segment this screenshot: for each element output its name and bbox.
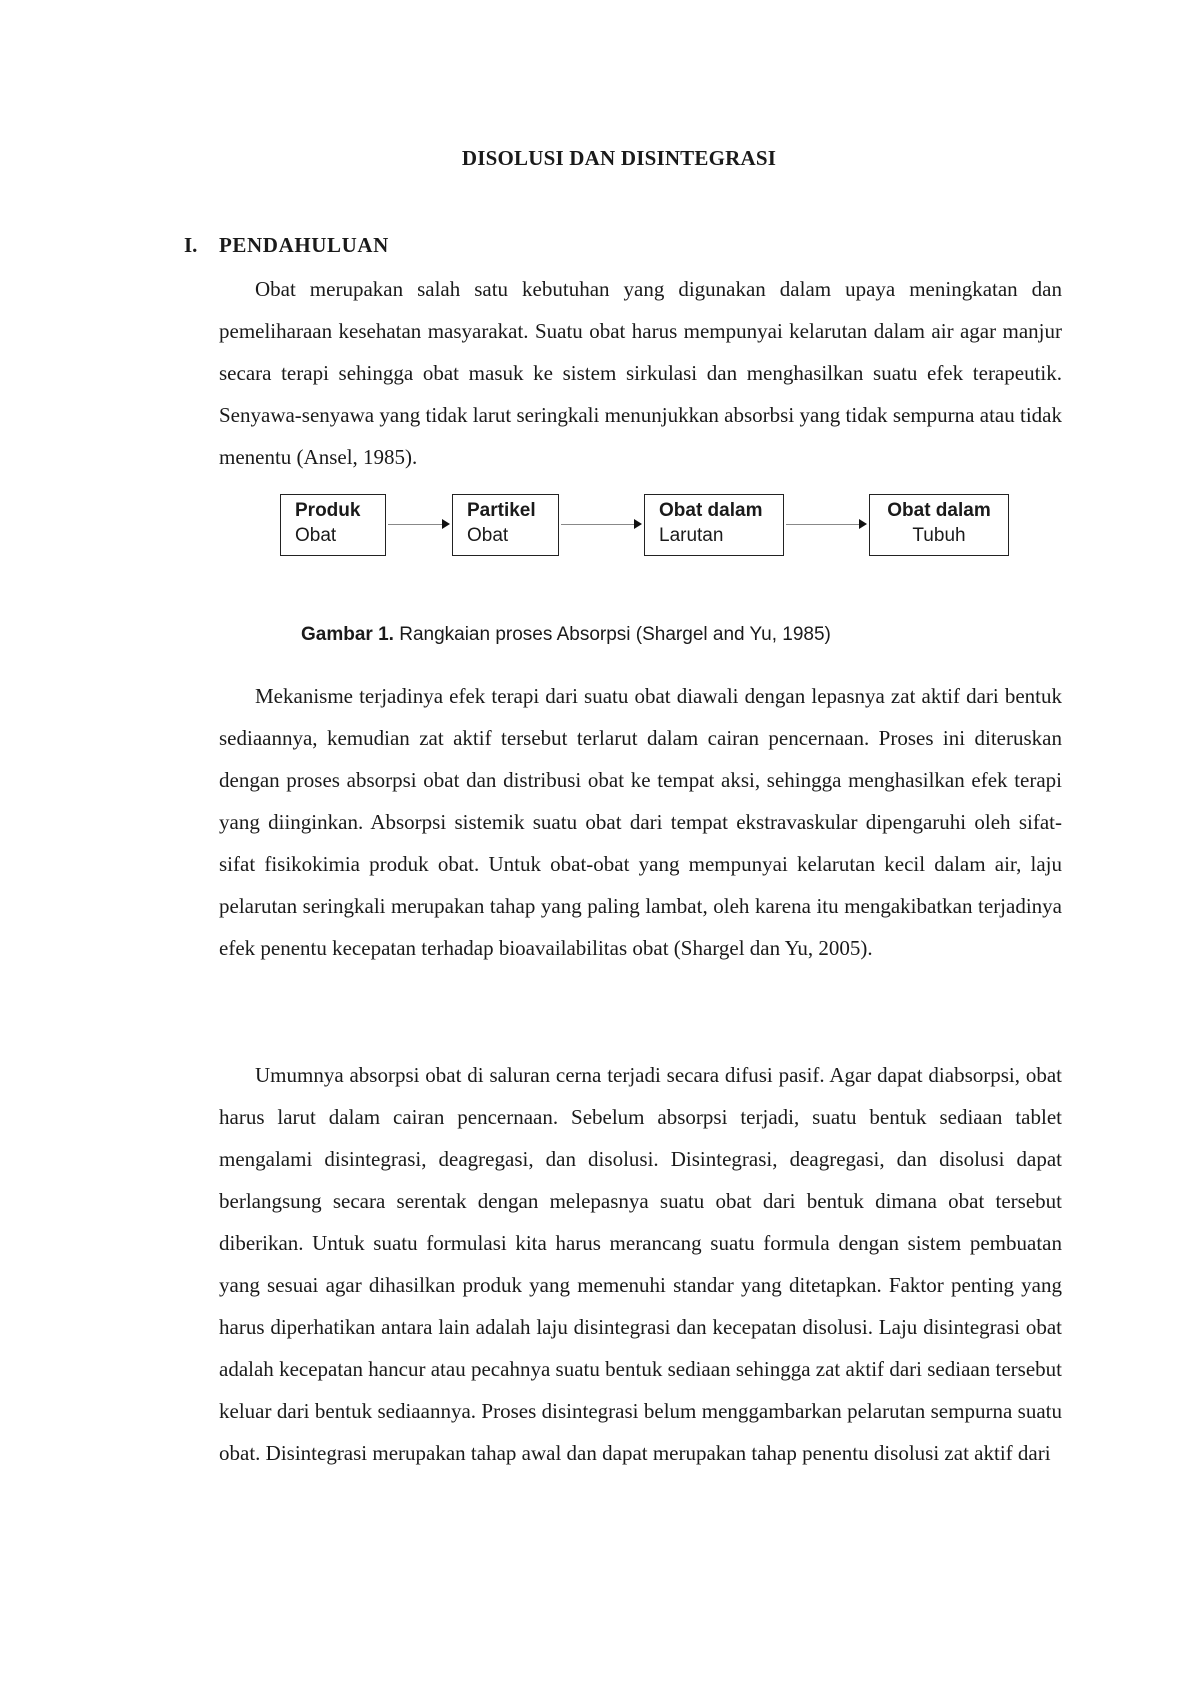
diagram-box-title: Produk [295,500,361,521]
arrow-right-icon [786,524,865,525]
paragraph-1: Obat merupakan salah satu kebutuhan yang digunakan dalam upaya meningkatan dan pemeliharaan kesehatan masyarakat. Suatu obat harus mempunyai kelarutan dalam air agar manjur secara terapi sehingga obat masuk ke sistem sirkulasi dan menghasilkan suatu efek terapeutik. Senyawa-senyawa yang tidak larut seringkali menunjukkan absorbsi yang tidak sempurna atau tidak menentu (Ansel, 1985). [219,277,1062,469]
diagram-box-subtitle: Tubuh [912,525,966,546]
diagram-box-subtitle: Obat [467,525,509,546]
paragraph-3: Umumnya absorpsi obat di saluran cerna terjadi secara difusi pasif. Agar dapat diabsorpsi, obat harus larut dalam cairan pencernaan. Sebelum absorpsi terjadi, suatu bentuk sediaan tablet mengalami disintegrasi, deagregasi, dan disolusi. Disintegrasi, deagregasi, dan disolusi dapat berlangsung secara serentak dengan melepasnya suatu obat dari bentuk dimana obat tersebut diberikan. Untuk suatu formulasi kita harus merancang suatu formula dengan sistem pembuatan yang sesuai agar dihasilkan produk yang memenuhi standar yang ditetapkan. Faktor penting yang harus diperhatikan antara lain adalah laju disintegrasi dan kecepatan disolusi. Laju disintegrasi obat adalah kecepatan hancur atau pecahnya suatu bentuk sediaan sehingga zat aktif dari sediaan tersebut keluar dari bentuk sediaannya. Proses disintegrasi belum menggambarkan pelarutan sempurna suatu obat. Disintegrasi merupakan tahap awal dan dapat merupakan tahap penentu disolusi zat aktif dari [219,1063,1062,1465]
figure-label: Gambar 1. [301,624,394,645]
arrow-right-icon [561,524,640,525]
diagram-box-subtitle: Obat [295,525,337,546]
diagram-box-title: Obat dalam [887,500,991,521]
paragraph-2: Mekanisme terjadinya efek terapi dari suatu obat diawali dengan lepasnya zat aktif dari bentuk sediaannya, kemudian zat aktif tersebut terlarut dalam cairan pencernaan. Proses ini diteruskan dengan proses absorpsi obat dan distribusi obat ke tempat aksi, sehingga menghasilkan efek terapi yang diinginkan. Absorpsi sistemik suatu obat dari tempat ekstravaskular dipengaruhi oleh sifat-sifat fisikokimia produk obat. Untuk obat-obat yang mempunyai kelarutan kecil dalam air, laju pelarutan seringkali merupakan tahap yang paling lambat, oleh karena itu mengakibatkan terjadinya efek penentu kecepatan terhadap bioavailabilitas obat (Shargel dan Yu, 2005). [219,684,1062,960]
diagram-box-subtitle: Larutan [659,525,724,546]
figure-caption-text: Rangkaian proses Absorpsi (Shargel and Yu, 1985) [393,624,831,645]
diagram-box-obat-dalam-tubuh [869,494,1009,556]
section-number: I. [184,233,198,257]
absorption-process-diagram [280,494,1020,566]
section-heading [184,233,389,258]
diagram-box-title: Partikel [467,500,536,521]
diagram-box-partikel-obat [452,494,559,556]
arrow-right-icon [388,524,448,525]
document-title: DISOLUSI DAN DISINTEGRASI [461,146,777,170]
diagram-box-title: Obat dalam [659,500,763,521]
diagram-box-produk-obat [280,494,386,556]
section-title: PENDAHULUAN [219,233,389,257]
figure-caption [301,624,831,646]
diagram-box-obat-dalam-larutan [644,494,784,556]
